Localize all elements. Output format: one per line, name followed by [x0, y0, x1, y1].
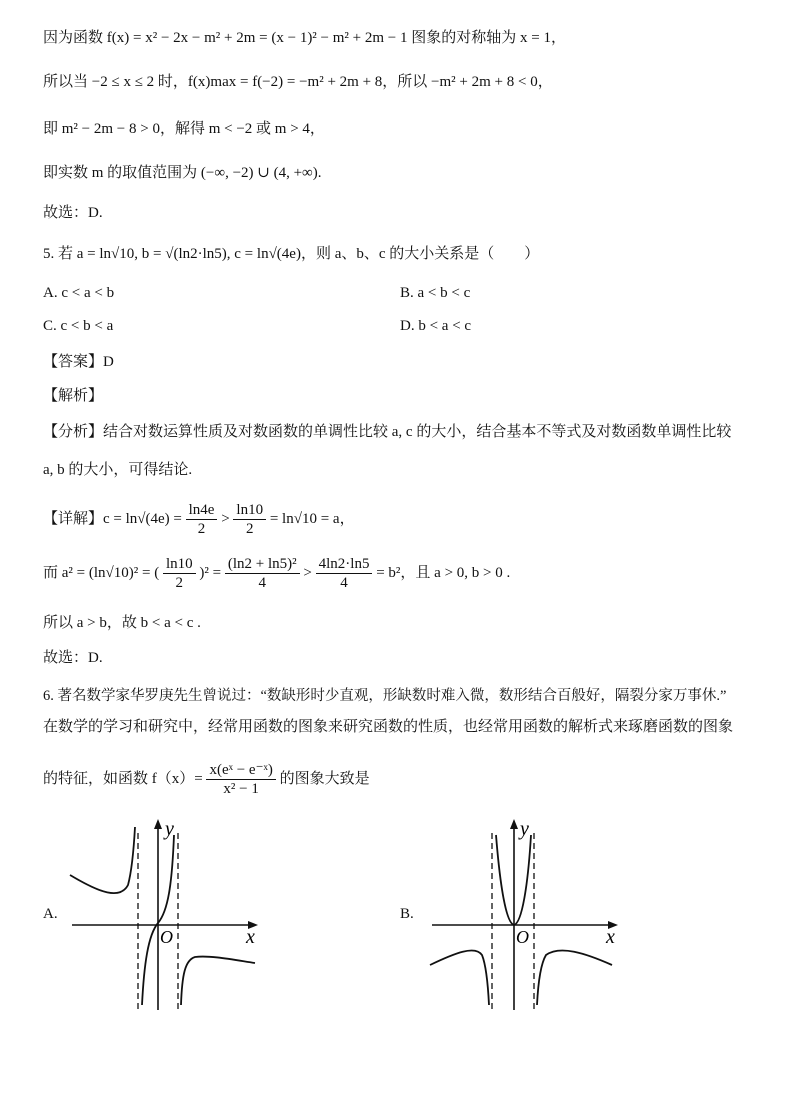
fraction-denominator: 2: [246, 521, 254, 538]
q5-option-d: D. b < a < c: [400, 318, 472, 334]
detail1-prefix: 【详解】c = ln√(4e) =: [43, 511, 182, 527]
graph-option-b: [420, 815, 630, 1015]
origin-label: O: [516, 927, 529, 947]
fraction-numerator: ln10: [163, 555, 196, 574]
fraction-numerator: 4ln2·ln5: [316, 555, 373, 574]
fraction-ln10-over-2-squared: [163, 555, 196, 592]
q5-option-b: B. a < b < c: [400, 285, 471, 301]
origin-label: O: [160, 927, 173, 947]
curve-left-branch: [70, 827, 135, 893]
q5-fenxi-line-1: 【分析】结合对数运算性质及对数函数的单调性比较 a, c 的大小，结合基本不等式及对数函数单调性比较: [43, 424, 732, 440]
x-axis-label: x: [246, 926, 255, 948]
curve-right-branch: [181, 957, 255, 1005]
fraction-denominator: 4: [340, 575, 348, 592]
fraction-denominator: 4: [258, 575, 266, 592]
q5-analysis-heading: 【解析】: [43, 388, 104, 404]
solution-line-1: 因为函数 f(x) = x² − 2x − m² + 2m = (x − 1)² − m² + 2m − 1 图象的对称轴为 x = 1，: [43, 30, 566, 46]
y-axis-arrow: [510, 819, 518, 829]
q5-conclusion: 故选：D.: [43, 650, 103, 666]
detail1-end: = ln√10 = a，: [269, 511, 355, 527]
graph-option-a: [60, 815, 270, 1015]
fraction-numerator: ln10: [233, 501, 266, 520]
curve-right-branch: [537, 950, 612, 1005]
detail2-gt: >: [303, 565, 312, 581]
solution-line-2: 所以当 −2 ≤ x ≤ 2 时，f(x)max = f(−2) = −m² + 2m + 8，所以 −m² + 2m + 8 < 0，: [43, 74, 553, 90]
question-6-line-3: [43, 754, 370, 804]
detail2-mid: )² =: [199, 565, 222, 581]
fraction-ln10-over-2: [233, 501, 266, 538]
detail1-gt: >: [221, 511, 230, 527]
fraction-numerator: (ln2 + ln5)²: [225, 555, 300, 574]
fraction-ln4e-over-2: [186, 501, 218, 538]
solution-line-4: 即实数 m 的取值范围为 (−∞, −2) ∪ (4, +∞).: [43, 165, 322, 181]
fraction-numerator: ln4e: [186, 501, 218, 520]
q5-option-c: C. c < b < a: [43, 318, 114, 334]
detail2-end: = b²，且 a > 0, b > 0 .: [376, 565, 511, 581]
fraction-denominator: x² − 1: [223, 781, 259, 798]
y-axis-label: y: [520, 818, 529, 840]
x-axis-label: x: [606, 926, 615, 948]
q5-detail-line-1: [43, 494, 355, 544]
fraction-product-over-4: [316, 555, 373, 592]
fraction-function-definition: [206, 761, 275, 798]
question-6-line-1: 6. 著名数学家华罗庚先生曾说过：“数缺形时少直观，形缺数时难入微，数形结合百般好，隔裂分家万事休.”: [43, 688, 727, 704]
q5-option-a: A. c < a < b: [43, 285, 115, 301]
detail2-prefix: 而 a² = (ln√10)² = (: [43, 565, 160, 581]
solution-line-3: 即 m² − 2m − 8 > 0，解得 m < −2 或 m > 4，: [43, 121, 325, 137]
q6-prefix: 的特征，如函数 f（x）=: [43, 771, 203, 787]
y-axis-label: y: [165, 818, 174, 840]
question-6-line-2: 在数学的学习和研究中，经常用函数的图象来研究函数的性质，也经常用函数的解析式来琢磨函数的图象: [43, 719, 734, 735]
q6-suffix: 的图象大致是: [279, 771, 370, 787]
q5-detail-line-2: [43, 548, 510, 598]
fraction-denominator: 2: [175, 575, 184, 592]
fraction-sum-squared-over-4: [225, 555, 300, 592]
figure-a-label: A.: [43, 906, 58, 922]
figure-b-label: B.: [400, 906, 414, 922]
curve-left-branch: [430, 950, 489, 1005]
q5-fenxi-line-2: a, b 的大小，可得结论.: [43, 462, 193, 478]
fraction-numerator: x(eˣ − e⁻ˣ): [206, 761, 275, 780]
question-5-stem: 5. 若 a = ln√10, b = √(ln2·ln5), c = ln√(4e)，则 a、b、c 的大小关系是（ ）: [43, 246, 540, 262]
solution-conclusion: 故选：D.: [43, 205, 103, 221]
q5-detail-line-3: 所以 a > b，故 b < a < c .: [43, 615, 201, 631]
fraction-denominator: 2: [197, 521, 206, 538]
y-axis-arrow: [154, 819, 162, 829]
q5-answer: 【答案】D: [43, 354, 114, 370]
